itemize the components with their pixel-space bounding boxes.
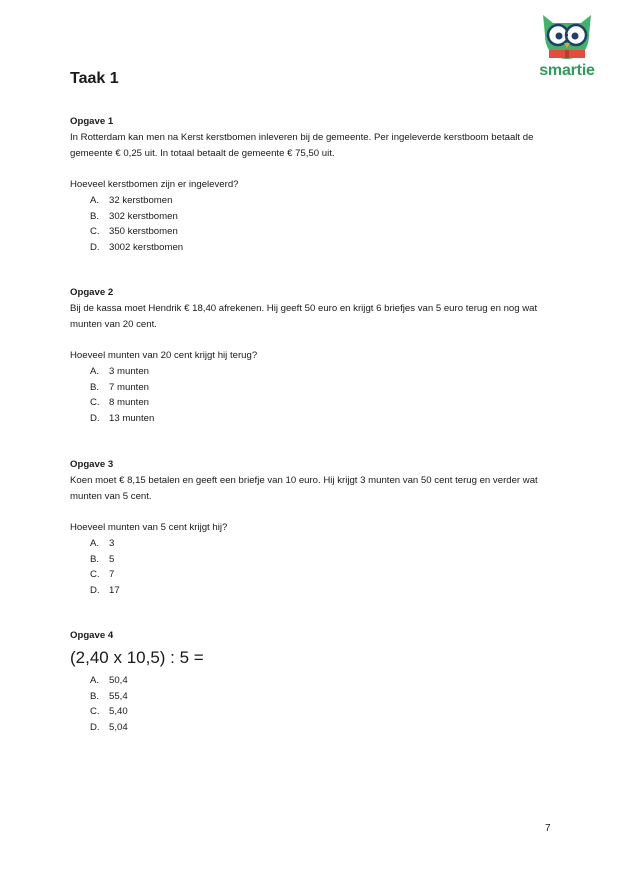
- option-letter: A.: [90, 675, 100, 686]
- answer-option[interactable]: [70, 240, 560, 256]
- option-letter: C.: [90, 706, 100, 717]
- answer-option[interactable]: [70, 411, 560, 427]
- answer-options: [70, 193, 560, 255]
- option-text: 3002 kerstbomen: [109, 241, 184, 253]
- answer-option[interactable]: [70, 380, 560, 396]
- option-letter: D.: [90, 721, 100, 733]
- question-prompt: Hoeveel munten van 20 cent krijgt hij terug?: [70, 350, 258, 361]
- question-text: Koen moet € 8,15 betalen en geeft een briefje van 10 euro. Hij krijgt 3 munten van 50 cent terug en verder wat munten van 5 cent.: [70, 475, 538, 502]
- question-text: Bij de kassa moet Hendrik € 18,40 afrekenen. Hij geeft 50 euro en krijgt 6 briefjes van 5 euro terug en nog wat munten van 20 cent.: [70, 303, 538, 330]
- answer-option[interactable]: [70, 673, 560, 689]
- option-text: 13 munten: [109, 412, 155, 424]
- question-heading: Opgave 4: [70, 630, 114, 641]
- option-text: 7 munten: [109, 381, 150, 393]
- option-text: 50,4: [109, 675, 128, 686]
- question-heading: Opgave 3: [70, 459, 114, 470]
- option-text: 3 munten: [109, 366, 150, 377]
- option-letter: D.: [90, 241, 100, 253]
- answer-options: [70, 536, 560, 598]
- option-letter: D.: [90, 584, 100, 596]
- question-2: [70, 285, 560, 426]
- question-3: [70, 457, 560, 598]
- answer-option[interactable]: [70, 364, 560, 380]
- option-text: 5: [109, 553, 115, 565]
- answer-option[interactable]: [70, 209, 560, 225]
- option-letter: C.: [90, 226, 100, 237]
- option-text: 17: [109, 584, 120, 596]
- owl-icon: [539, 13, 595, 63]
- option-text: 3: [109, 538, 115, 549]
- question-text: In Rotterdam kan men na Kerst kerstbomen inleveren bij de gemeente. Per ingeleverde kerstboom betaalt de gemeente € 0,25 uit. In totaal betaalt de gemeente € 75,50 uit.: [70, 132, 534, 159]
- option-text: 55,4: [109, 690, 128, 702]
- question-prompt: Hoeveel munten van 5 cent krijgt hij?: [70, 522, 228, 533]
- option-text: 302 kerstbomen: [109, 210, 178, 222]
- question-prompt: Hoeveel kerstbomen zijn er ingeleverd?: [70, 179, 239, 190]
- answer-options: [70, 364, 560, 426]
- option-letter: B.: [90, 210, 100, 222]
- option-text: 350 kerstbomen: [109, 226, 178, 237]
- answer-option[interactable]: [70, 689, 560, 705]
- option-letter: D.: [90, 412, 100, 424]
- answer-option[interactable]: [70, 704, 560, 720]
- option-text: 5,40: [109, 706, 128, 717]
- option-letter: B.: [90, 381, 100, 393]
- answer-option[interactable]: [70, 552, 560, 568]
- answer-options: [70, 673, 560, 735]
- answer-option[interactable]: [70, 583, 560, 599]
- option-letter: A.: [90, 195, 100, 206]
- question-4: [70, 628, 560, 735]
- option-letter: C.: [90, 569, 100, 580]
- option-text: 8 munten: [109, 397, 150, 408]
- page-number: 7: [545, 823, 551, 834]
- answer-option[interactable]: [70, 395, 560, 411]
- option-text: 5,04: [109, 721, 128, 733]
- logo-text: smartie: [539, 62, 595, 79]
- question-heading: Opgave 1: [70, 116, 114, 127]
- option-letter: A.: [90, 366, 100, 377]
- smartie-logo: [527, 13, 607, 83]
- answer-option[interactable]: [70, 224, 560, 240]
- answer-option[interactable]: [70, 536, 560, 552]
- answer-option[interactable]: [70, 720, 560, 736]
- question-1: [70, 114, 560, 255]
- option-letter: B.: [90, 690, 100, 702]
- question-heading: Opgave 2: [70, 287, 114, 298]
- option-text: 32 kerstbomen: [109, 195, 173, 206]
- answer-option[interactable]: [70, 193, 560, 209]
- math-expression: (2,40 x 10,5) : 5 =: [70, 648, 204, 667]
- page-title: Taak 1: [70, 70, 119, 87]
- option-text: 7: [109, 569, 115, 580]
- answer-option[interactable]: [70, 567, 560, 583]
- option-letter: A.: [90, 538, 100, 549]
- option-letter: B.: [90, 553, 100, 565]
- option-letter: C.: [90, 397, 100, 408]
